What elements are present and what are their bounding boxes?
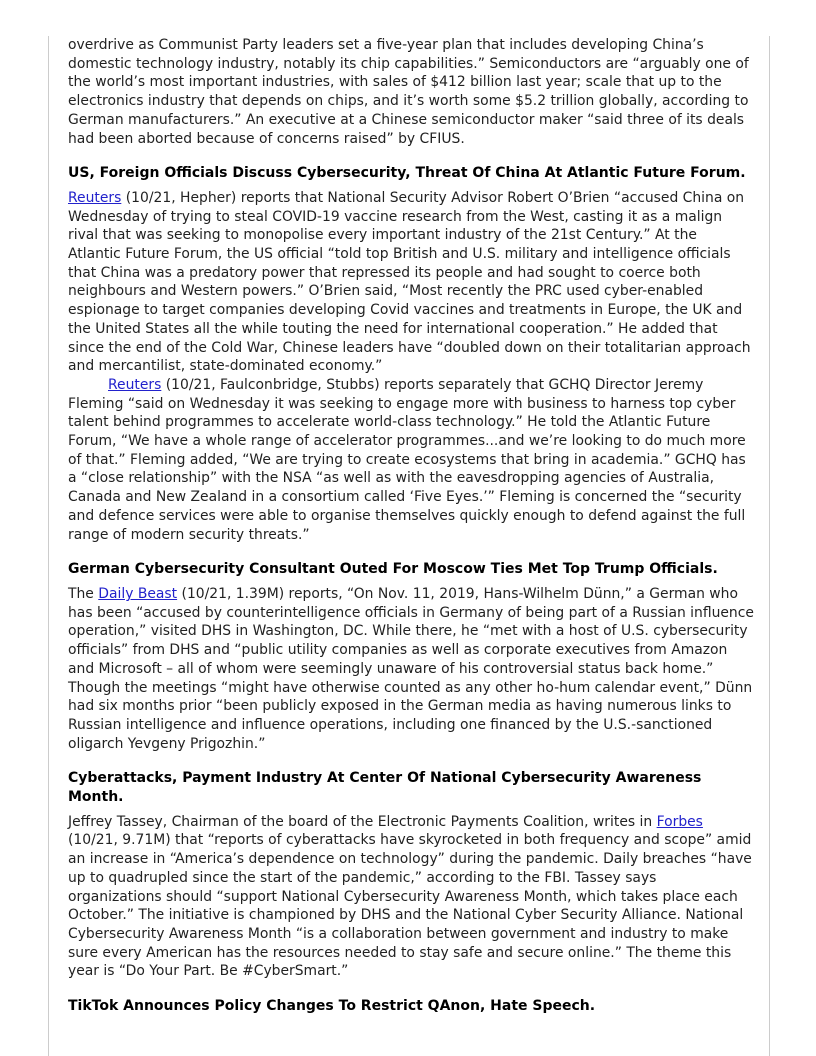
headline: German Cybersecurity Consultant Outed For Moscow Ties Met Top Trump Officials. <box>68 561 718 578</box>
headline: Cyberattacks, Payment Industry At Center Of National Cybersecurity Awareness Month. <box>68 770 702 806</box>
paragraph <box>68 585 754 753</box>
paragraph <box>68 813 754 981</box>
paragraph-text: (10/21, 9.71M) that “reports of cyberattacks have skyrocketed in both frequency and scope” amid an increase in “America’s dependence on technology” during the pandemic. Daily breaches “have up to quadrupled since the start of the pandemic,” according to the FBI. Tassey says organizations should “support National Cybersecurity Awareness Month, which takes place each October.” The initiative is championed by DHS and the National Cyber Security Alliance. National Cybersecurity Awareness Month “is a collaboration between government and industry to make sure every American has the resources needed to stay safe and secure online.” The theme this year is “Do Your Part. Be #CyberSmart.” <box>68 832 752 980</box>
paragraph <box>68 189 754 376</box>
paragraph <box>68 376 754 544</box>
paragraph-text: (10/21, Faulconbridge, Stubbs) reports separately that GCHQ Director Jeremy Fleming “said on Wednesday it was seeking to engage more with business to harness top cyber talent behind programmes to accelerate world-class technology.” He told the Atlantic Future Forum, “We have a whole range of accelerator programmes...and we’re looking to do much more of that.” Fleming added, “We are trying to create ecosystems that bring in academia.” GCHQ has a “close relationship” with the NSA “as well as with the eavesdropping agencies of Australia, Canada and New Zealand in a consortium called ‘Five Eyes.’” Fleming is concerned the “security and defence services were able to organise themselves quickly enough to defend against the full range of modern security threats.” <box>68 376 746 543</box>
source-link-reuters[interactable]: Reuters <box>108 376 162 393</box>
paragraph-text: (10/21, Hepher) reports that National Security Advisor Robert O’Brien “accused China on Wednesday of trying to steal COVID-19 vaccine research from the West, casting it as a malign rival that was seeking to monopolise every important industry of the 21st Century.” At the Atlantic Future Forum, the US official “told top British and U.S. military and intelligence officials that China was a predatory power that repressed its people and had sought to coerce both neighbours and Western powers.” O’Brien said, “Most recently the PRC used cyber-enabled espionage to target companies developing Covid vaccines and treatments in Europe, the UK and the United States all the while touting the need for international cooperation.” He added that since the end of the Cold War, Chinese leaders have “doubled down on their totalitarian approach and mercantilist, state-dominated economy.” <box>68 189 751 375</box>
source-link-forbes[interactable]: Forbes <box>656 813 703 830</box>
headline: US, Foreign Officials Discuss Cybersecurity, Threat Of China At Atlantic Future Forum. <box>68 165 746 182</box>
source-link-reuters[interactable]: Reuters <box>68 189 122 206</box>
paragraph-text: (10/21, 1.39M) reports, “On Nov. 11, 2019, Hans-Wilhelm Dünn,” a German who has been “accused by counterintelligence officials in Germany of being part of a Russian influence operation,” visited DHS in Washington, DC. While there, he “met with a host of U.S. cybersecurity officials” from DHS and “public utility companies as well as corporate executives from Amazon and Microsoft – all of whom were seemingly unaware of his controversial status back home.” Though the meetings “might have otherwise counted as any other ho-hum calendar event,” Dünn had six months prior “been publicly exposed in the German media as having numerous links to Russian intelligence and influence operations, including one financed by the U.S.-sanctioned oligarch Yevgeny Prigozhin.” <box>68 585 754 752</box>
paragraph-text: Jeffrey Tassey, Chairman of the board of the Electronic Payments Coalition, writes in <box>68 813 657 830</box>
document-body <box>68 36 754 1022</box>
paragraph-text: The <box>68 585 99 602</box>
headline: TikTok Announces Policy Changes To Restrict QAnon, Hate Speech. <box>68 998 596 1015</box>
paragraph: overdrive as Communist Party leaders set a five-year plan that includes developing China’s domestic technology industry, notably its chip capabilities.” Semiconductors are “arguably one of the world’s most important industries, with sales of $412 billion last year; scale that up to the electronics industry that depends on chips, and it’s worth some $5.2 trillion globally, according to German manufacturers.” An executive at a Chinese semiconductor maker “said three of its deals had been aborted because of concerns raised” by CFIUS. <box>68 37 749 147</box>
source-link-daily-beast[interactable]: Daily Beast <box>98 585 178 602</box>
